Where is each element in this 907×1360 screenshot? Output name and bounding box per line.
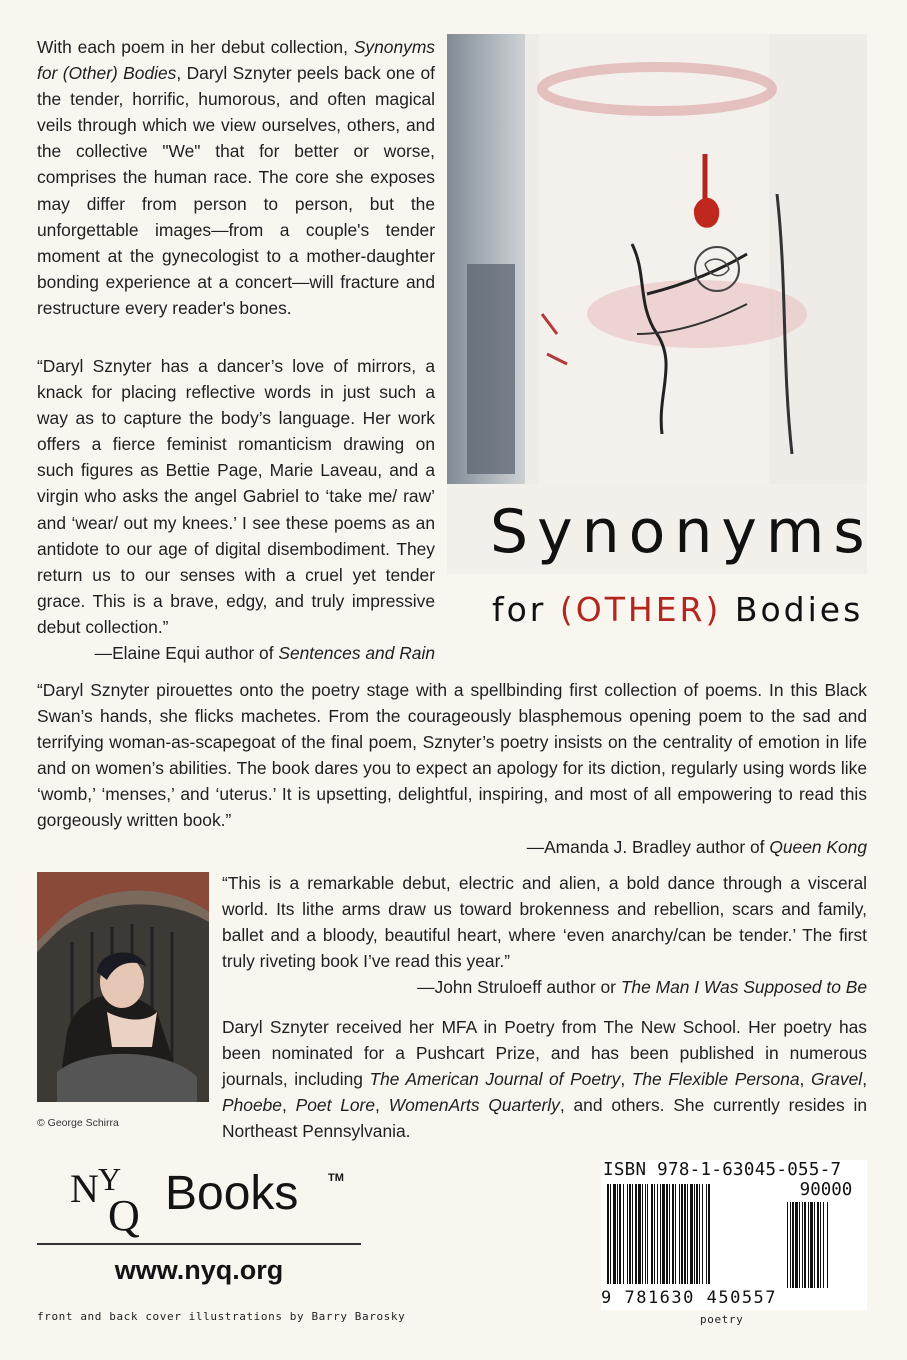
barcode-bar — [675, 1184, 676, 1284]
cover-subtitle: for (OTHER) Bodies — [492, 590, 864, 629]
barcode-bar — [623, 1184, 624, 1284]
nyq-monogram-icon — [70, 1160, 170, 1240]
ean-number: 9 781630 450557 — [601, 1288, 778, 1308]
photo-credit: © George Schirra — [37, 1117, 119, 1129]
description-text: With each poem in her debut collection, — [37, 37, 354, 57]
barcode-bar — [804, 1202, 806, 1288]
barcode-bar — [681, 1184, 683, 1284]
author-bio: Daryl Sznyter received her MFA in Poetry from The New School. Her poetry has been nominated for a Pushcart Prize, and has been published in numerous journals, including The American Journal of Poetry, The Flexible Persona, Gravel, Phoebe, Poet Lore, WomenArts Quarterly, and others. She currently resides in Northeast Pennsylvania. — [222, 1017, 868, 1142]
price-code: 90000 — [799, 1180, 853, 1200]
barcode-bar — [619, 1184, 621, 1284]
cover-title: Synonyms — [490, 497, 874, 567]
barcode-icon — [601, 1180, 867, 1290]
barcode-bar — [647, 1184, 648, 1284]
barcode-bar — [694, 1184, 695, 1284]
barcode-bar — [632, 1184, 633, 1284]
barcode-bar — [802, 1202, 803, 1288]
barcode-bar — [672, 1184, 674, 1284]
barcode-bar — [687, 1184, 688, 1284]
barcode-bar — [645, 1184, 646, 1284]
quote-attribution: —John Struloeff author or The Man I Was Supposed to Be — [417, 977, 867, 998]
publisher-name: Books — [165, 1167, 299, 1220]
barcode-bar — [629, 1184, 631, 1284]
barcode-bar — [799, 1202, 800, 1288]
barcode-bar — [790, 1202, 791, 1288]
divider — [37, 1243, 361, 1245]
book-description — [37, 34, 435, 321]
barcode-bar — [610, 1184, 611, 1284]
barcode-bar — [613, 1184, 616, 1284]
review-quote-struloeff — [222, 870, 867, 1000]
isbn-number: ISBN 978-1-63045-055-7 — [603, 1160, 842, 1180]
author-photo — [37, 872, 209, 1102]
barcode-bar — [657, 1184, 658, 1284]
illustration-art — [447, 34, 867, 574]
cover-subtitle-accent: (OTHER) — [559, 590, 722, 629]
cover-illustration — [447, 34, 867, 574]
barcode-bar — [814, 1202, 815, 1288]
author-photo-image — [37, 872, 209, 1102]
quote-attribution: —Elaine Equi author of Sentences and Rain — [94, 643, 435, 664]
quote-text: “Daryl Sznyter has a dancer’s love of mirrors, a knack for placing reflective words in just such a way as to capture the body’s language. Her work offers a fierce feminist romanticism drawing on such figures as Bettie Page, Marie Laveau, and a virgin who asks the angel Gabriel to ‘take me/ raw’ and ‘wear/ out my knees.’ I see these poems as an antidote to our age of digital disembodiment. They return us to our senses with a cruel yet tender grace. This is a brave, edgy, and truly impressive debut collection.” — [37, 356, 435, 637]
barcode-bar — [820, 1202, 821, 1288]
barcode-bar — [607, 1184, 609, 1284]
review-quote-bradley — [37, 677, 867, 860]
genre-label: poetry — [700, 1313, 744, 1326]
book-title-italic: Synonyms for (Other) Bodies — [37, 37, 435, 84]
barcode-bar — [679, 1184, 680, 1284]
barcode-bar — [792, 1202, 794, 1288]
review-quote-equi — [37, 353, 435, 666]
barcode-bar — [684, 1184, 686, 1284]
illustration-credits: front and back cover illustrations by Barry Barosky — [37, 1310, 406, 1323]
quote-text: “Daryl Sznyter pirouettes onto the poetry stage with a spellbinding first collection of poems. In this Black Swan’s hands, she flicks machetes. From the courageously blasphemous opening poem to the sad and terrifying woman-as-scapegoat of the final poem, Sznyter’s poetry insists on the centrality of emotion in life and on women’s abilities. The book dares you to expect an apology for its diction, regularly using words like ‘womb,’ ‘menses,’ and ‘uterus.’ It is upsetting, delightful, inspiring, and most of all empowering to read this gorgeously written book.” — [37, 680, 867, 831]
barcode-bar — [702, 1184, 703, 1284]
barcode-bar — [817, 1202, 819, 1288]
svg-text:Q: Q — [108, 1191, 140, 1240]
barcode-bar — [823, 1202, 824, 1288]
trademark-mark: TM — [328, 1172, 344, 1184]
quote-attribution: —Amanda J. Bradley author of Queen Kong — [526, 836, 867, 857]
barcode-bar — [699, 1184, 700, 1284]
barcode-bar — [666, 1184, 668, 1284]
barcode-bar — [810, 1202, 813, 1288]
barcode-bar — [669, 1184, 670, 1284]
barcode-bar — [617, 1184, 618, 1284]
barcode-bar — [654, 1184, 655, 1284]
barcode-bar — [690, 1184, 693, 1284]
barcode-bar — [787, 1202, 788, 1288]
barcode-bar — [635, 1184, 637, 1284]
barcode-bar — [827, 1202, 828, 1288]
barcode-bar — [708, 1184, 710, 1284]
svg-text:Y: Y — [98, 1161, 122, 1197]
quote-text: “This is a remarkable debut, electric and alien, a bold dance through a visceral world. Its lithe arms draw us toward brokenness and rebellion, scars and family, ballet and a bloody, beautiful heart, where ‘even anarchy/can be tender.’ The first truly riveting book I’ve read this year.” — [222, 873, 867, 972]
barcode-bar — [627, 1184, 628, 1284]
publisher-url[interactable]: www.nyq.org — [114, 1255, 284, 1285]
barcode-bar — [638, 1184, 641, 1284]
barcode-bar — [696, 1184, 698, 1284]
barcode-bar — [795, 1202, 798, 1288]
barcode-bar — [642, 1184, 643, 1284]
barcode-bar — [660, 1184, 661, 1284]
description-text: , Daryl Sznyter peels back one of the tender, horrific, humorous, and often magical veils through which we view ourselves, others, and the collective "We" that for better or worse, comprises the human race. The core she exposes may differ from person to person, but the unforgettable images—from a couple's tender moment at the gynecologist to a mother-daughter bonding experience at a concert—will fracture and restructure every reader's bones. — [37, 63, 435, 318]
barcode-bar — [808, 1202, 809, 1288]
barcode-bar — [651, 1184, 653, 1284]
barcode-bar — [706, 1184, 707, 1284]
barcode-bar — [662, 1184, 665, 1284]
svg-text:N: N — [70, 1166, 99, 1211]
